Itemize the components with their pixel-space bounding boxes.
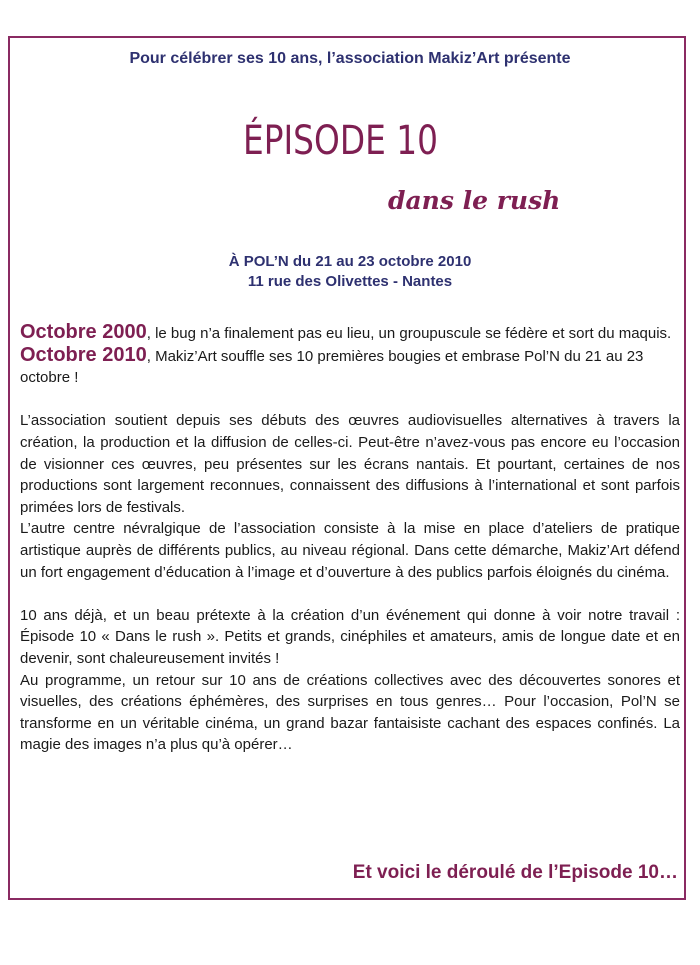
text-2000: , le bug n’a finalement pas eu lieu, un groupuscule se fédère et sort du maquis. (146, 325, 672, 342)
body-text (20, 322, 680, 756)
month-2000: Octobre 2000 (20, 321, 147, 343)
paragraph-association: L’association soutient depuis ses débuts des œuvres audiovisuelles alternatives à travers la création, la production et la diffusion de celles-ci. Peut-être n’avez-vous pas encore eu l’occasion de visionner ces œuvres, peu présentes sur les écrans nantais. Et pourtant, certaines de nos productions sont largement reconnues, connaissent des diffusions à l’international et sont parfois primées lors de festivals. (20, 412, 680, 516)
paragraph-2010 (20, 345, 680, 389)
event-subtitle: dans le rush (388, 186, 561, 215)
venue-block (0, 252, 700, 292)
paragraph-event: 10 ans déjà, et un beau prétexte à la création d’un événement qui donne à voir notre travail : Épisode 10 « Dans le rush ». Petits et grands, cinéphiles et amateurs, amis de longue date et en devenir, sont chaleureusement invités ! (20, 606, 680, 667)
paragraph-ateliers: L’autre centre névralgique de l’association consiste à la mise en place d’ateliers de pratique artistique auprès de différents publics, au niveau régional. Dans cette démarche, Makiz’Art défend un fort engagement d’éducation à l’image et d’ouverture à des publics parfois éloignés du cinéma. (20, 520, 680, 581)
text-2010: , Makiz’Art souffle ses 10 premières bougies et embrase Pol’N du 21 au 23 octobre ! (20, 347, 644, 387)
spacer (20, 583, 680, 605)
venue-address: 11 rue des Olivettes - Nantes (247, 273, 453, 290)
spacer (20, 389, 680, 411)
closing-line: Et voici le déroulé de l’Episode 10… (352, 862, 678, 883)
paragraph-programme: Au programme, un retour sur 10 ans de créations collectives avec des découvertes sonores et visuelles, des créations éphémères, des surprises en tous genres… Pour l’occasion, Pol’N se transforme en un véritable cinéma, un grand bazar fantaisiste cachant des espaces confinés. La magie des images n’a plus qu’à opérer… (20, 671, 680, 754)
intro-line: Pour célébrer ses 10 ans, l’association Makiz’Art présente (129, 50, 571, 67)
paragraph-2000 (20, 322, 680, 345)
month-2010: Octobre 2010 (20, 343, 147, 366)
event-title: ÉPISODE 10 (243, 118, 438, 164)
venue-dates: À POL’N du 21 au 23 octobre 2010 (228, 253, 472, 270)
